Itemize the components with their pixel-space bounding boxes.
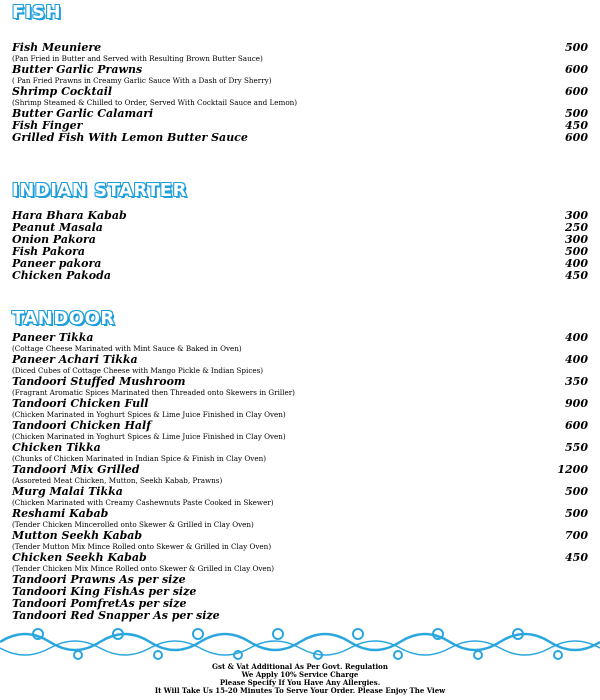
item-name: Tandoori Prawns As per size [12, 573, 186, 586]
menu-item [12, 530, 588, 542]
item-description: (Pan Fried in Butter and Served with Resulting Brown Butter Sauce) [12, 54, 263, 63]
item-name: Onion Pakora [12, 233, 96, 246]
item-name: Peanut Masala [12, 221, 103, 234]
item-name: Hara Bhara Kabab [12, 209, 127, 222]
item-price: 250 [565, 221, 588, 234]
item-price: 600 [565, 419, 588, 432]
item-description: (Tender Chicken Mix Mince Rolled onto Skewer & Grilled in Clay Oven) [12, 564, 275, 573]
item-description: (Chicken Marinated in Yoghurt Spices & Lime Juice Finished in Clay Oven) [12, 410, 286, 419]
item-description: (Chicken Marinated in Yoghurt Spices & Lime Juice Finished in Clay Oven) [12, 432, 286, 441]
item-description: (Tender Mutton Mix Mince Rolled onto Skewer & Grilled in Clay Oven) [12, 542, 272, 551]
fish-heading: FISH [12, 2, 62, 23]
item-name: Tandoori Mix Grilled [12, 463, 140, 476]
item-description: (Fragrant Aromatic Spices Marinated then Threaded onto Skewers in Griller) [12, 388, 295, 397]
menu-item [12, 270, 588, 282]
footer-tax-note: Gst & Vat Additional As Per Govt. Regulation [212, 662, 388, 671]
menu-item [12, 552, 588, 564]
item-price: 500 [565, 507, 588, 520]
item-price: 400 [565, 257, 588, 270]
menu-item [12, 42, 588, 54]
menu-item [12, 86, 588, 98]
item-name: Grilled Fish With Lemon Butter Sauce [12, 131, 248, 144]
menu-item [12, 64, 588, 76]
item-description: (Chunks of Chicken Marinated in Indian Spice & Finish in Clay Oven) [12, 454, 267, 463]
item-name: Reshami Kabab [12, 507, 109, 520]
item-name: Tandoori King FishAs per size [12, 585, 197, 598]
fish-section [12, 42, 588, 144]
item-price: 600 [565, 85, 588, 98]
item-name: Paneer Tikka [12, 331, 94, 344]
item-price: 500 [565, 245, 588, 258]
item-description: ( Pan Fried Prawns in Creamy Garlic Sauce With a Dash of Dry Sherry) [12, 76, 272, 85]
item-price: 500 [565, 485, 588, 498]
footer-service-charge: We Apply 10% Service Charge [241, 670, 359, 679]
item-price: 600 [565, 131, 588, 144]
menu-item [12, 464, 588, 476]
item-price: 900 [565, 397, 588, 410]
item-description: (Assoreted Meat Chicken, Mutton, Seekh Kabab, Prawns) [12, 476, 223, 485]
item-price: 450 [565, 269, 588, 282]
item-name: Chicken Pakoda [12, 269, 111, 282]
menu-item [12, 398, 588, 410]
menu-item [12, 508, 588, 520]
item-price: 1200 [557, 463, 588, 476]
item-price: 300 [565, 209, 588, 222]
item-price: 400 [565, 353, 588, 366]
item-price: 500 [565, 41, 588, 54]
wave-ornament-icon [0, 622, 600, 664]
menu-item [12, 610, 588, 622]
item-name: Butter Garlic Calamari [12, 107, 154, 120]
item-description: (Tender Chicken Mincerolled onto Skewer & Grilled in Clay Oven) [12, 520, 254, 529]
item-name: Fish Pakora [12, 245, 85, 258]
item-name: Mutton Seekh Kabab [12, 529, 143, 542]
item-price: 400 [565, 331, 588, 344]
menu-item [12, 354, 588, 366]
item-price: 450 [565, 119, 588, 132]
indian-starter-section [12, 210, 588, 282]
footer-serve-time: It Will Take Us 15-20 Minutes To Serve Your Order. Please Enjoy The View [154, 686, 446, 695]
item-description: (Chicken Marinated with Creamy Cashewnuts Paste Cooked in Skewer) [12, 498, 274, 507]
indian-starter-heading: INDIAN STARTER [12, 180, 187, 201]
item-price: 300 [565, 233, 588, 246]
item-price: 550 [565, 441, 588, 454]
menu-item [12, 132, 588, 144]
item-name: Butter Garlic Prawns [12, 63, 143, 76]
item-name: Paneer Achari Tikka [12, 353, 138, 366]
menu-item [12, 332, 588, 344]
item-price: 500 [565, 107, 588, 120]
menu-item [12, 108, 588, 120]
item-name: Tandoori Chicken Half [12, 419, 151, 432]
item-name: Murg Malai Tikka [12, 485, 123, 498]
item-description: (Diced Cubes of Cottage Cheese with Mango Pickle & Indian Spices) [12, 366, 264, 375]
menu-item [12, 486, 588, 498]
menu-item [12, 222, 588, 234]
menu-item [12, 376, 588, 388]
menu-item [12, 442, 588, 454]
item-price: 600 [565, 63, 588, 76]
item-description: (Shrimp Steamed & Chilled to Order, Served With Cocktail Sauce and Lemon) [12, 98, 298, 107]
item-name: Tandoori Stuffed Mushroom [12, 375, 186, 388]
menu-item [12, 234, 588, 246]
menu-item [12, 420, 588, 432]
item-name: Chicken Tikka [12, 441, 101, 454]
tandoor-section [12, 332, 588, 622]
item-name: Fish Meuniere [12, 41, 102, 54]
footer-allergy-note: Please Specify If You Have Any Allergies. [219, 678, 381, 687]
footer-notes [0, 663, 600, 695]
tandoor-heading: TANDOOR [12, 308, 115, 329]
item-name: Chicken Seekh Kabab [12, 551, 147, 564]
item-price: 350 [565, 375, 588, 388]
item-price: 450 [565, 551, 588, 564]
item-name: Tandoori Red Snapper As per size [12, 609, 220, 622]
item-price: 700 [565, 529, 588, 542]
item-name: Paneer pakora [12, 257, 102, 270]
item-description: (Cottage Cheese Marinated with Mint Sauce & Baked in Oven) [12, 344, 242, 353]
item-name: Fish Finger [12, 119, 83, 132]
item-name: Tandoori Chicken Full [12, 397, 149, 410]
item-name: Tandoori PomfretAs per size [12, 597, 187, 610]
item-name: Shrimp Cocktail [12, 85, 113, 98]
